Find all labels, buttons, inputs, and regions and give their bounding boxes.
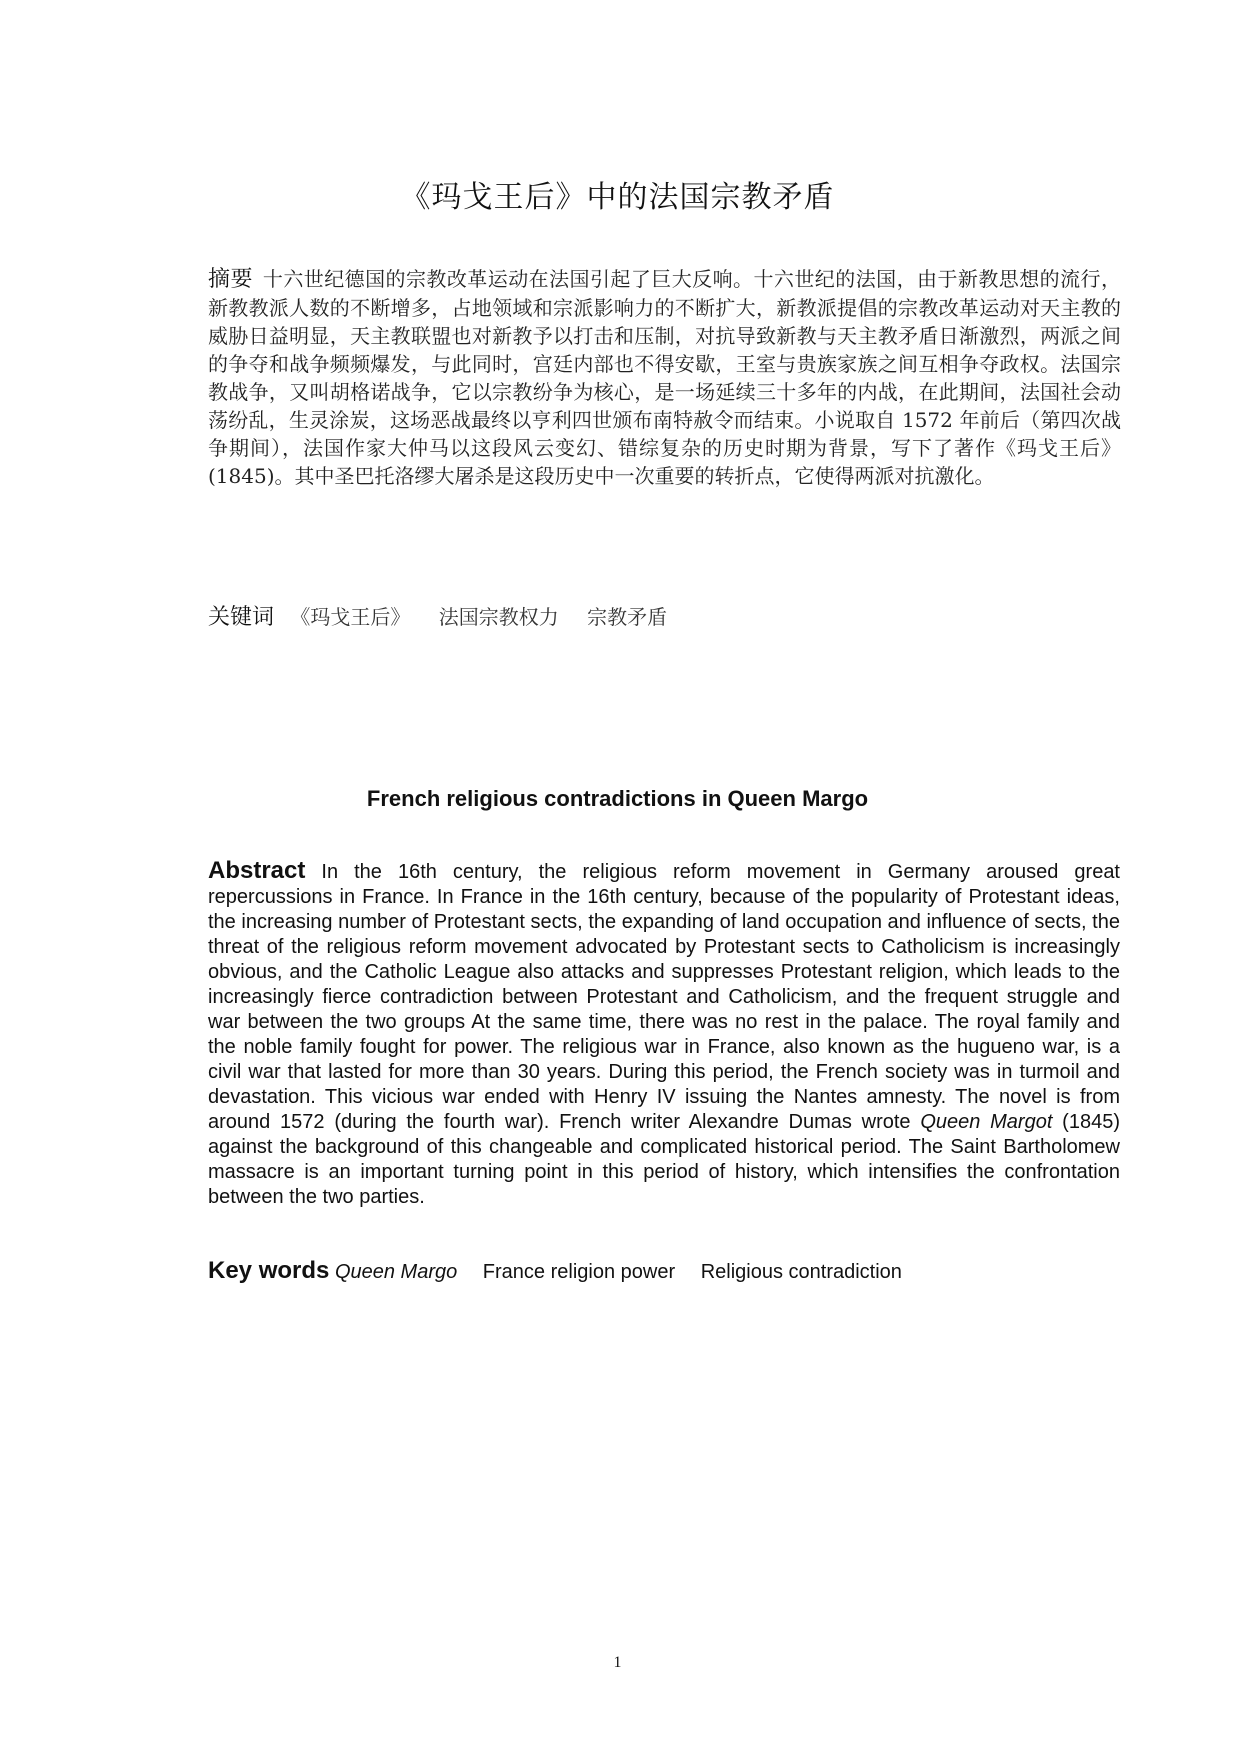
english-abstract-text-1: In the 16th century, the religious reform movement in Germany aroused great repercussions in France. In France in the 16th century, because of the popularity of Protestant ideas, the increasing number of Protestant sects, the expanding of land occupation and influence of sects, the threat of the religious reform movement advocated by Protestant sects to Catholicism is increasingly obvious, and the Catholic League also attacks and suppresses Protestant religion, which leads to the increasingly fierce contradiction between Protestant and Catholicism, and the frequent struggle and war between the two groups At the same time, there was no rest in the palace. The royal family and the noble family fought for power. The religious war in France, also known as the hugueno war, is a civil war that lasted for more than 30 years. During this period, the French society was in turmoil and devastation. This vicious war ended with Henry IV issuing the Nantes amnesty. The novel is from around 1572 (during the fourth war). French writer Alexandre Dumas wrote xyxy=(208,861,1120,1133)
english-abstract-text-2: (1845) against the background of this changeable and complicated historical period. The Saint Bartholomew massacre is an important turning point in this period of history, which intensifies the confrontation between the two parties. xyxy=(208,1111,1120,1208)
chinese-keyword: 《玛戈王后》 xyxy=(290,605,411,629)
english-keyword: France religion power xyxy=(482,1261,676,1283)
english-keywords-label: Key words xyxy=(208,1257,330,1284)
english-keywords xyxy=(208,1257,922,1285)
chinese-keyword: 宗教矛盾 xyxy=(587,605,668,629)
chinese-abstract-label: 摘要 xyxy=(208,267,253,292)
chinese-title: 《玛戈王后》中的法国宗教矛盾 xyxy=(400,180,835,215)
chinese-keywords xyxy=(208,600,689,631)
chinese-abstract-text: 十六世纪德国的宗教改革运动在法国引起了巨大反响。十六世纪的法国，由于新教思想的流行，新教教派人数的不断增多，占地领域和宗派影响力的不断扩大，新教派提倡的宗教改革运动对天主教的威胁日益明显，天主教联盟也对新教予以打击和压制，对抗导致新教与天主教矛盾日渐激烈，两派之间的争夺和战争频频爆发，与此同时，宫廷内部也不得安歇，王室与贵族家族之间互相争夺政权。法国宗教战争，又叫胡格诺战争，它以宗教纷争为核心，是一场延续三十多年的内战，在此期间，法国社会动荡纷乱，生灵涂炭，这场恶战最终以亨利四世颁布南特赦令而结束。小说取自 1572 年前后（第四次战争期间），法国作家大仲马以这段风云变幻、错综复杂的历史时期为背景，写下了著作《玛戈王后》(1845)。其中圣巴托洛缪大屠杀是这段历史中一次重要的转折点，它使得两派对抗激化。 xyxy=(208,267,1121,488)
english-abstract xyxy=(208,858,1120,1210)
english-keyword: Queen Margo xyxy=(334,1261,458,1283)
english-abstract-book-title: Queen Margot xyxy=(920,1111,1053,1133)
english-title: French religious contradictions in Queen Margo xyxy=(366,786,869,811)
chinese-keywords-label: 关键词 xyxy=(208,605,275,630)
english-abstract-label: Abstract xyxy=(208,857,306,884)
chinese-keyword: 法国宗教权力 xyxy=(438,605,559,629)
chinese-abstract xyxy=(208,265,1121,490)
english-keyword: Religious contradiction xyxy=(700,1261,902,1283)
page-number: 1 xyxy=(613,1654,622,1671)
